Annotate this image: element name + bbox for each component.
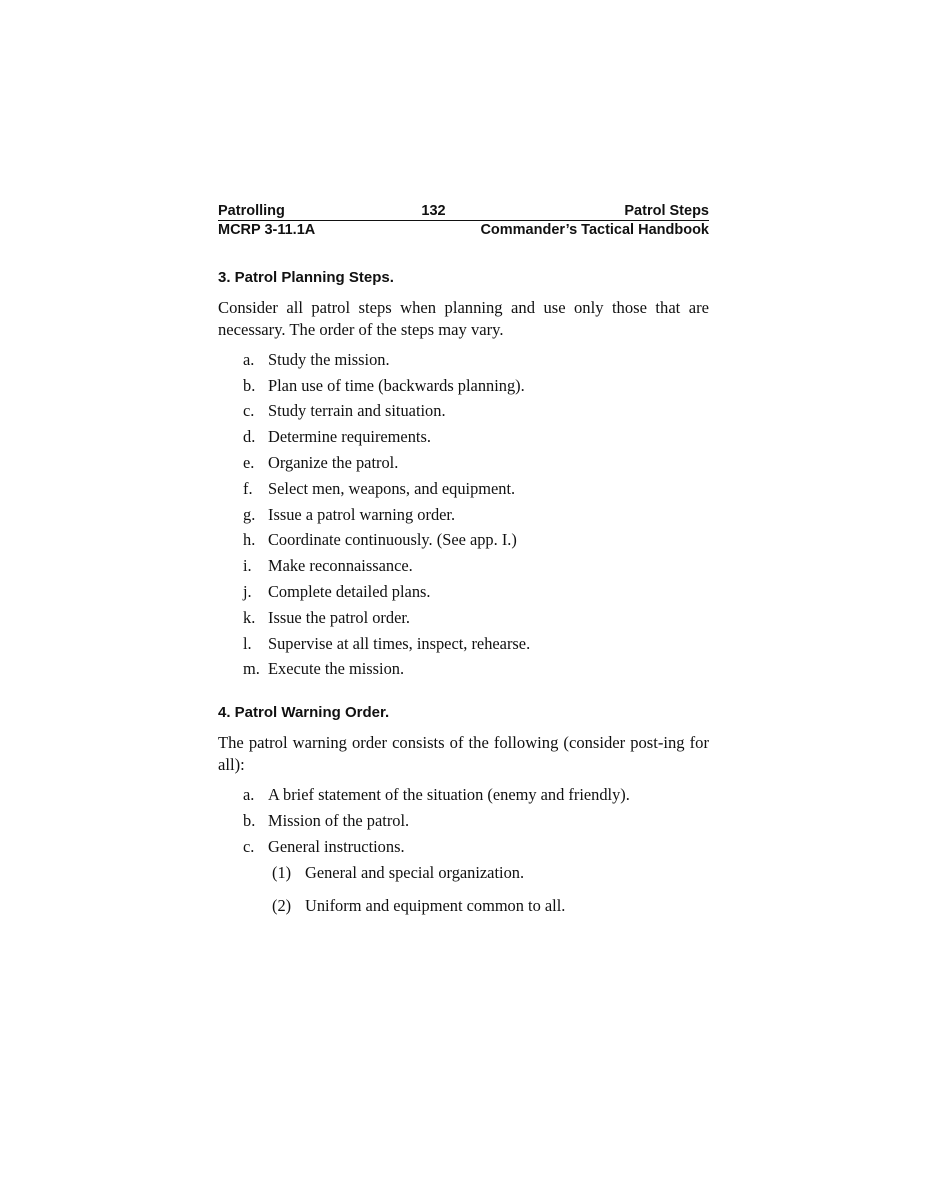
list-item-text: Issue a patrol warning order. xyxy=(268,504,456,524)
list-item xyxy=(218,373,709,399)
list-item-text: Issue the patrol order. xyxy=(268,607,411,627)
list-item xyxy=(218,657,709,683)
section-4-title: 4. Patrol Warning Order. xyxy=(218,704,390,722)
list-item-label: k. xyxy=(243,607,256,627)
list-item-text: Select men, weapons, and equipment. xyxy=(268,478,516,498)
running-header-bottom xyxy=(218,222,709,239)
list-item-label: m. xyxy=(243,659,260,679)
list-item xyxy=(218,782,709,808)
list-item xyxy=(218,347,709,373)
list-item-text: Organize the patrol. xyxy=(268,453,399,473)
section-3-intro: Consider all patrol steps when planning and use only those that are necessary. The order of the steps may vary. xyxy=(218,298,709,339)
list-item-label: l. xyxy=(243,633,252,653)
list-item-text: Determine requirements. xyxy=(268,427,431,447)
list-item-label: c. xyxy=(243,401,255,421)
list-item xyxy=(218,553,709,579)
list-item-label: j. xyxy=(243,582,252,602)
list-item-label: e. xyxy=(243,453,255,473)
section-3-title: 3. Patrol Planning Steps. xyxy=(218,269,394,286)
list-item xyxy=(218,579,709,605)
section-4-intro: The patrol warning order consists of the following (consider post-ing for all): xyxy=(218,733,709,775)
list-item-text: Make reconnaissance. xyxy=(268,556,413,576)
list-item-label: f. xyxy=(243,478,253,498)
header-section: Patrol Steps xyxy=(624,203,709,219)
list-item-label: b. xyxy=(243,811,256,831)
list-item-label: a. xyxy=(243,785,255,805)
planning-steps-list xyxy=(218,347,709,682)
sub-list-item xyxy=(218,860,709,887)
list-item-text: Study the mission. xyxy=(268,349,390,369)
list-item-text: Supervise at all times, inspect, rehearse. xyxy=(268,633,531,653)
list-item-label: d. xyxy=(243,427,256,447)
list-item-label: i. xyxy=(243,556,252,576)
warning-order-list xyxy=(218,782,709,859)
list-item xyxy=(218,502,709,528)
list-item xyxy=(218,631,709,657)
list-item-label: g. xyxy=(243,504,256,524)
page xyxy=(218,203,709,922)
list-item-label: c. xyxy=(243,836,255,856)
list-item xyxy=(218,424,709,450)
list-item-text: Complete detailed plans. xyxy=(268,582,431,602)
list-item-text: Plan use of time (backwards planning). xyxy=(268,375,525,395)
list-item-text: Mission of the patrol. xyxy=(268,811,410,831)
list-item xyxy=(218,399,709,425)
header-chapter: Patrolling xyxy=(218,203,285,219)
list-item-label: h. xyxy=(243,530,256,550)
sub-list-item xyxy=(218,887,709,922)
list-item-text: Execute the mission. xyxy=(268,659,405,679)
list-item xyxy=(218,528,709,554)
running-header-top xyxy=(218,203,709,221)
list-item xyxy=(218,834,709,860)
list-item-text: Study terrain and situation. xyxy=(268,401,446,421)
list-item-label: a. xyxy=(243,349,255,369)
list-item-label: b. xyxy=(243,375,256,395)
header-doc-title: Commander’s Tactical Handbook xyxy=(480,222,709,238)
header-doc-id: MCRP 3-11.1A xyxy=(218,222,316,238)
list-item-text: Coordinate continuously. (See app. I.) xyxy=(268,530,517,550)
sub-list-item-text: Uniform and equipment common to all. xyxy=(305,896,566,916)
list-item-text: A brief statement of the situation (enemy and friendly). xyxy=(268,785,630,805)
list-item xyxy=(218,450,709,476)
page-number: 132 xyxy=(421,203,446,219)
list-item-text: General instructions. xyxy=(268,836,405,856)
sub-list-item-label: (1) xyxy=(272,863,292,883)
general-instructions-sublist xyxy=(218,860,709,922)
sub-list-item-text: General and special organization. xyxy=(305,863,525,883)
list-item xyxy=(218,476,709,502)
list-item xyxy=(218,605,709,631)
sub-list-item-label: (2) xyxy=(272,896,292,916)
list-item xyxy=(218,808,709,834)
